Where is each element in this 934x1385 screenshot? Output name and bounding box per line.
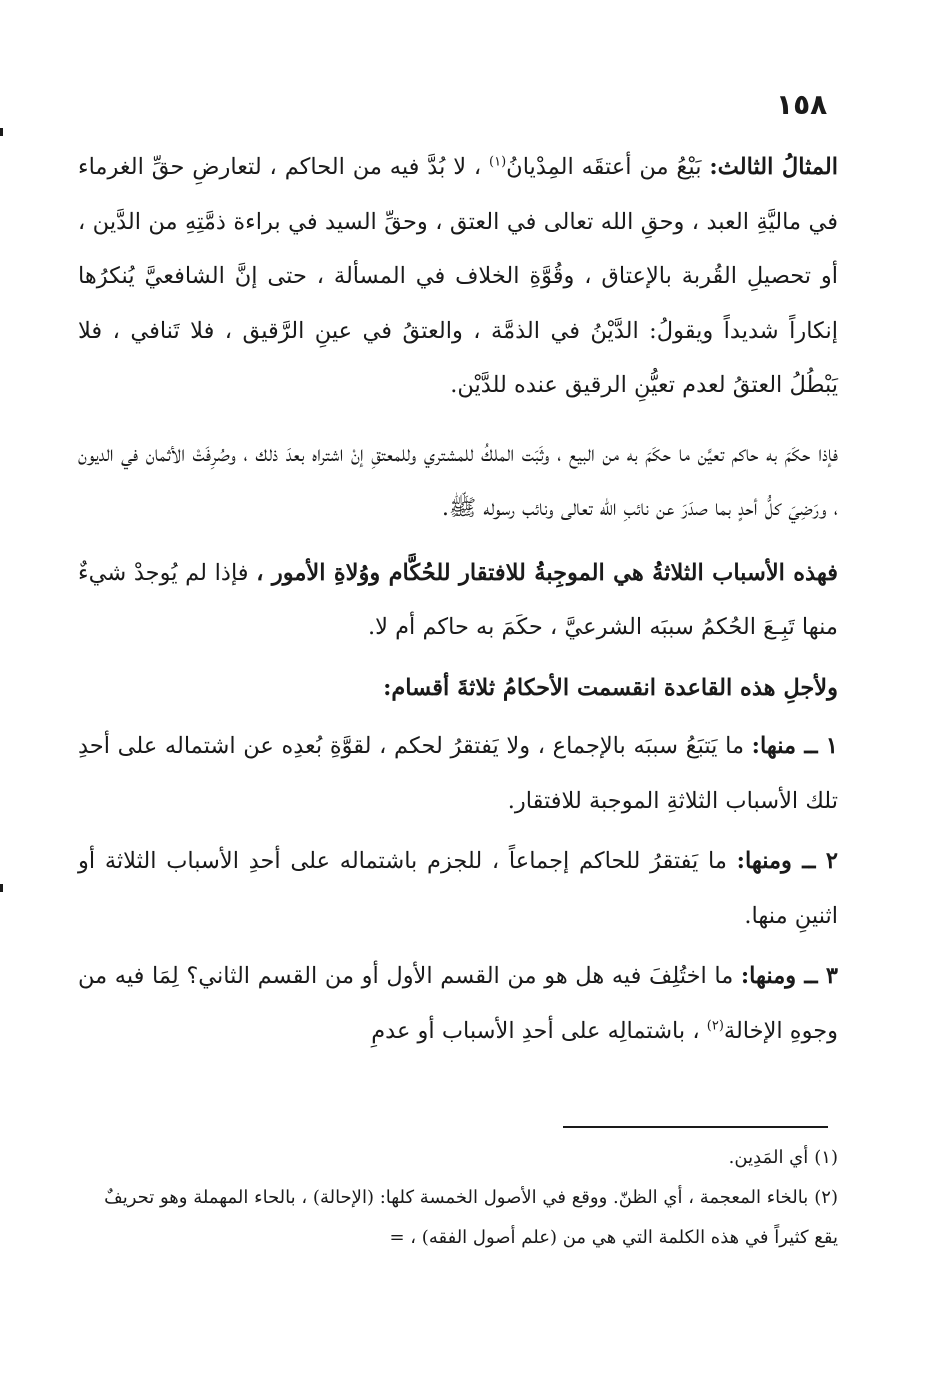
margin-mark [0,884,3,892]
paragraph-ruling [78,427,838,536]
item-lead: ٢ ــ ومنها: [736,848,838,874]
footnote-text: بالخاء المعجمة ، أي الظنّ. ووقع في الأصول الخمسة كلها: (الإحالة) ، بالحاء المهملة وهو تحريفٌ يقع كثيراً في هذه الكلمة التي هي من (علم أصول الفقه) ، = [104,1187,838,1248]
footnote-text: أي المَدِين. [728,1147,809,1168]
footnote-2 [78,1178,838,1258]
footnote-1 [78,1138,838,1178]
paragraph-item-two [78,834,838,943]
item-text-rest: ، باشتمالِه على أحدِ الأسباب أو عدمِ [371,1017,707,1044]
item-lead: ١ ــ منها: [751,733,838,759]
paragraph-division-heading [78,661,838,716]
footnote-number: (٢) [814,1187,838,1208]
paragraph-item-three [78,949,838,1058]
item-text: ما اختُلِفَ فيه هل هو من القسم الأول أو من القسم الثاني؟ لِمَا فيه من وجوهِ الإخالة [78,963,838,1044]
margin-mark [0,128,3,136]
footnote-ref: (٢) [706,1018,724,1033]
footnote-number: (١) [814,1147,838,1168]
paragraph-example-three [78,140,838,413]
item-text: ما يَتبَعُ سببَه بالإجماع ، ولا يَفتقرُ لحكم ، لقوَّةِ بُعدِه عن اشتماله على أحدِ تلك الأسباب الثلاثةِ الموجبة للافتقار. [78,733,838,814]
paragraph-lead: المثالُ الثالث: [709,154,838,180]
paragraph-bold-text: ولأجلِ هذه القاعدة انقسمت الأحكامُ ثلاثةَ أقسام: [383,674,838,701]
paragraph-bold-text: فهذه الأسباب الثلاثةُ هي الموجِبةُ للافتقار للحُكَّام ووُلاةِ الأمور ، [256,559,838,586]
paragraph-three-causes [78,546,838,655]
paragraph-text: فإذا لم يُوجدْ شيءٌ منها تَبِـعَ الحُكمُ سببَه الشرعيَّ ، حكَمَ به حاكم أم لا. [78,559,838,640]
paragraph-text: بَيْعُ من أعتقَه المِدْيانُ [506,154,710,180]
paragraph-text: فإذا حكَمَ به حاكم تعيَّن ما حكَمَ به من البيع ، وثَبَت الملكُ للمشتري وللمعتقِ إنْ اشتراه بعدَ ذلك ، وصُرِفَتْ الأثمان في الديون ، ورَضِيَ كلُّ أحدٍ بما صدَرَ عن نائبِ الله تعالى ونائب رسوله ﷺ. [78,440,838,521]
footnotes [78,1138,838,1258]
page-number: ١٥٨ [776,88,828,121]
body-text [78,140,838,1064]
item-text: ما يَفتقرُ للحاكم إجماعاً ، للجزم باشتماله على أحدِ الأسباب الثلاثة أو اثنينِ منها. [78,848,838,929]
paragraph-item-one [78,719,838,828]
footnote-ref: (١) [489,154,507,170]
paragraph-text-rest: ، لا بُدَّ فيه من الحاكم ، لتعارضِ حقِّ الغرماء في ماليَّةِ العبد ، وحقِ الله تعالى في العتق ، وحقِّ السيد في براءة ذمَّتِهِ من الدَّين ، أو تحصيلِ القُربة بالإعتاق ، وقُوَّةِ الخلاف في المسألة ، حتى إنَّ الشافعيَّ يُنكرُها إنكاراً شديداً ويقولُ: الدَّيْنُ في الذمَّة ، والعتقُ في عينِ الرَّقيق ، فلا تَنافي ، فلا يَبْطُلُ العتقُ لعدم تعيُّنِ الرقيق عنده للدَّيْن. [78,154,838,398]
footnote-separator [563,1126,828,1128]
item-lead: ٣ ــ ومنها: [740,963,838,989]
